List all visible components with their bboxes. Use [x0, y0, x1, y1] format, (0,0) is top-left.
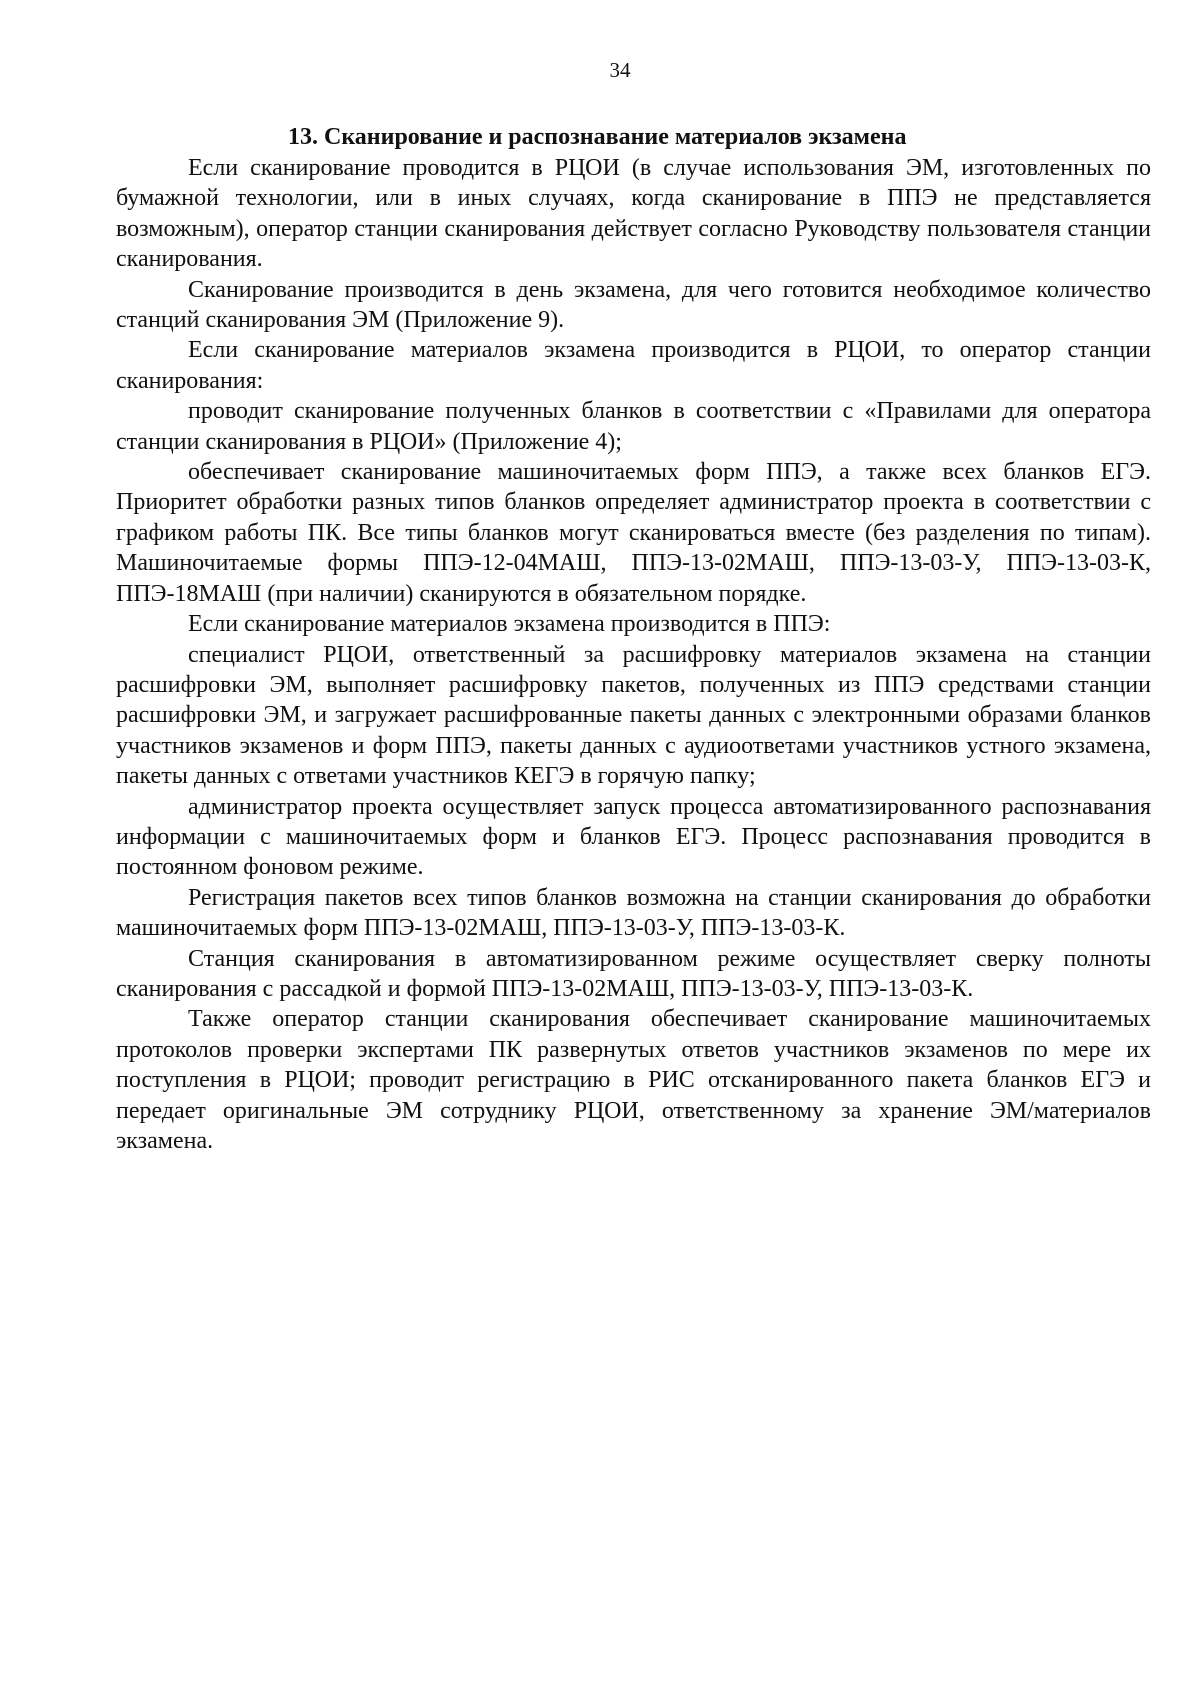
section-title: 13. Сканирование и распознавание материалов экзамена	[288, 124, 907, 150]
paragraph: Станция сканирования в автоматизированном режиме осуществляет сверку полноты сканирования с рассадкой и формой ППЭ-13-02МАШ, ППЭ-13-03-У, ППЭ-13-03-К.	[116, 945, 1151, 1002]
paragraph: Регистрация пакетов всех типов бланков возможна на станции сканирования до обработки машиночитаемых форм ППЭ-13-02МАШ, ППЭ-13-03-У, ППЭ-13-03-К.	[116, 884, 1151, 942]
paragraph: Если сканирование проводится в РЦОИ (в случае использования ЭМ, изготовленных по бумажной технологии, или в иных случаях, когда сканирование в ППЭ не представляется возможным), оператор станции сканирования действует согласно Руководству пользователя станции сканирования.	[116, 155, 1151, 273]
page-content	[116, 121, 1151, 1156]
paragraph: администратор проекта осуществляет запуск процесса автоматизированного распознавания информации с машиночитаемых форм и бланков ЕГЭ. Процесс распознавания проводится в постоянном фоновом режиме.	[116, 793, 1151, 881]
paragraph: Также оператор станции сканирования обеспечивает сканирование машиночитаемых протоколов проверки экспертами ПК развернутых ответов участников экзаменов по мере их поступления в РЦОИ; проводит регистрацию в РИС отсканированного пакета бланков ЕГЭ и передает оригинальные ЭМ сотруднику РЦОИ, ответственному за хранение ЭМ/материалов экзамена.	[116, 1006, 1151, 1154]
paragraph: Сканирование производится в день экзамена, для чего готовится необходимое количество станций сканирования ЭМ (Приложение 9).	[116, 276, 1151, 334]
paragraph: обеспечивает сканирование машиночитаемых форм ППЭ, а также всех бланков ЕГЭ. Приоритет обработки разных типов бланков определяет администратор проекта в соответствии с графиком работы ПК. Все типы бланков могут сканироваться вместе (без разделения по типам). Машиночитаемые формы ППЭ-12-04МАШ, ППЭ-13-02МАШ, ППЭ-13-03-У, ППЭ-13-03-К, ППЭ-18МАШ (при наличии) сканируются в обязательном порядке.	[116, 459, 1151, 607]
page-number: 34	[609, 58, 631, 82]
paragraph: проводит сканирование полученных бланков в соответствии с «Правилами для оператора станции сканирования в РЦОИ» (Приложение 4);	[116, 398, 1151, 455]
paragraph: Если сканирование материалов экзамена производится в РЦОИ, то оператор станции сканирования:	[116, 337, 1151, 394]
paragraph: специалист РЦОИ, ответственный за расшифровку материалов экзамена на станции расшифровки ЭМ, выполняет расшифровку пакетов, полученных из ППЭ средствами станции расшифровки ЭМ, и загружает расшифрованные пакеты данных с электронными образами бланков участников экзаменов и форм ППЭ, пакеты данных с аудиоответами участников устного экзамена, пакеты данных с ответами участников КЕГЭ в горячую папку;	[116, 641, 1151, 790]
paragraph: Если сканирование материалов экзамена производится в ППЭ:	[188, 611, 831, 638]
